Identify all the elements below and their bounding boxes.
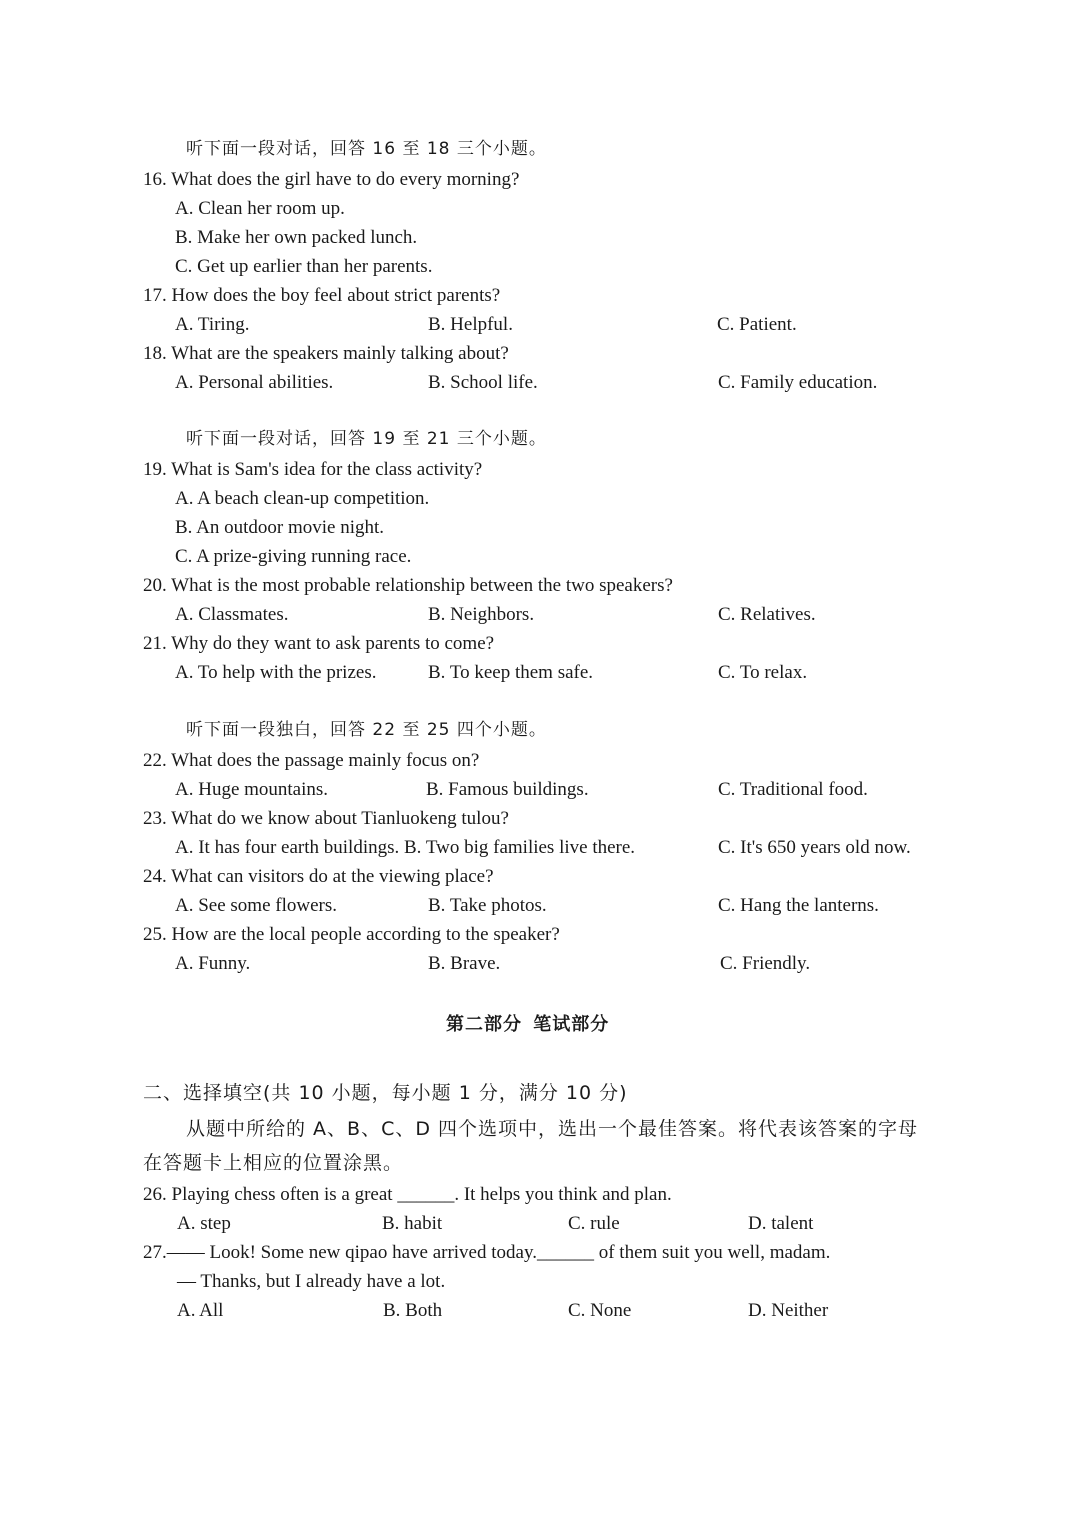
q25-option-a: A. Funny. xyxy=(175,953,251,974)
q27-reply: — Thanks, but I already have a lot. xyxy=(177,1271,446,1292)
question-22: 22. What does the passage mainly focus on? xyxy=(143,750,480,771)
question-25: 25. How are the local people according to the speaker? xyxy=(143,924,560,945)
section-instruction-22-25: 听下面一段独白，回答 22 至 25 四个小题。 xyxy=(186,720,547,740)
q24-option-b: B. Take photos. xyxy=(428,895,547,916)
q17-option-a: A. Tiring. xyxy=(175,314,250,335)
q19-option-b: B. An outdoor movie night. xyxy=(175,517,384,538)
q16-option-b: B. Make her own packed lunch. xyxy=(175,227,418,248)
q22-option-a: A. Huge mountains. xyxy=(175,779,329,800)
section-instruction-19-21: 听下面一段对话，回答 19 至 21 三个小题。 xyxy=(186,429,547,449)
question-19: 19. What is Sam's idea for the class activity? xyxy=(143,459,483,480)
q17-option-c: C. Patient. xyxy=(717,314,797,335)
q20-option-b: B. Neighbors. xyxy=(428,604,535,625)
q16-option-a: A. Clean her room up. xyxy=(175,198,345,219)
q20-option-a: A. Classmates. xyxy=(175,604,289,625)
question-17: 17. How does the boy feel about strict parents? xyxy=(143,285,501,306)
q21-option-a: A. To help with the prizes. xyxy=(175,662,377,683)
q20-option-c: C. Relatives. xyxy=(718,604,816,625)
q18-option-b: B. School life. xyxy=(428,372,538,393)
q24-option-c: C. Hang the lanterns. xyxy=(718,895,879,916)
q23-option-a-b: A. It has four earth buildings. B. Two big families live there. xyxy=(175,837,636,858)
q18-option-c: C. Family education. xyxy=(718,372,878,393)
q27-option-c: C. None xyxy=(568,1300,632,1321)
question-23: 23. What do we know about Tianluokeng tulou? xyxy=(143,808,509,829)
q22-option-b: B. Famous buildings. xyxy=(426,779,589,800)
question-21: 21. Why do they want to ask parents to come? xyxy=(143,633,495,654)
question-24: 24. What can visitors do at the viewing place? xyxy=(143,866,494,887)
q26-option-c: C. rule xyxy=(568,1213,620,1234)
part2-instruction-line2: 在答题卡上相应的位置涂黑。 xyxy=(143,1152,404,1174)
question-16: 16. What does the girl have to do every morning? xyxy=(143,169,520,190)
q21-option-b: B. To keep them safe. xyxy=(428,662,594,683)
q24-option-a: A. See some flowers. xyxy=(175,895,337,916)
q19-option-c: C. A prize-giving running race. xyxy=(175,546,412,567)
q22-option-c: C. Traditional food. xyxy=(718,779,868,800)
q17-option-b: B. Helpful. xyxy=(428,314,513,335)
q19-option-a: A. A beach clean-up competition. xyxy=(175,488,430,509)
q26-option-d: D. talent xyxy=(748,1213,814,1234)
question-26: 26. Playing chess often is a great ______. It helps you think and plan. xyxy=(143,1184,672,1205)
q27-option-d: D. Neither xyxy=(748,1300,829,1321)
q23-option-c: C. It's 650 years old now. xyxy=(718,837,911,858)
q25-option-b: B. Brave. xyxy=(428,953,501,974)
q16-option-c: C. Get up earlier than her parents. xyxy=(175,256,433,277)
question-18: 18. What are the speakers mainly talking about? xyxy=(143,343,509,364)
q21-option-c: C. To relax. xyxy=(718,662,808,683)
q25-option-c: C. Friendly. xyxy=(720,953,811,974)
part2-title: 第二部分 笔试部分 xyxy=(446,1014,610,1035)
question-27: 27.—— Look! Some new qipao have arrived today.______ of them suit you well, madam. xyxy=(143,1242,831,1263)
q27-option-a: A. All xyxy=(177,1300,224,1321)
part2-heading: 二、选择填空(共 10 小题，每小题 1 分，满分 10 分) xyxy=(143,1082,628,1104)
q26-option-b: B. habit xyxy=(382,1213,443,1234)
q27-option-b: B. Both xyxy=(383,1300,443,1321)
q26-option-a: A. step xyxy=(177,1213,231,1234)
question-20: 20. What is the most probable relationship between the two speakers? xyxy=(143,575,673,596)
section-instruction-16-18: 听下面一段对话，回答 16 至 18 三个小题。 xyxy=(186,139,547,159)
part2-instruction-line1: 从题中所给的 A、B、C、D 四个选项中，选出一个最佳答案。将代表该答案的字母 xyxy=(186,1118,919,1140)
q18-option-a: A. Personal abilities. xyxy=(175,372,334,393)
